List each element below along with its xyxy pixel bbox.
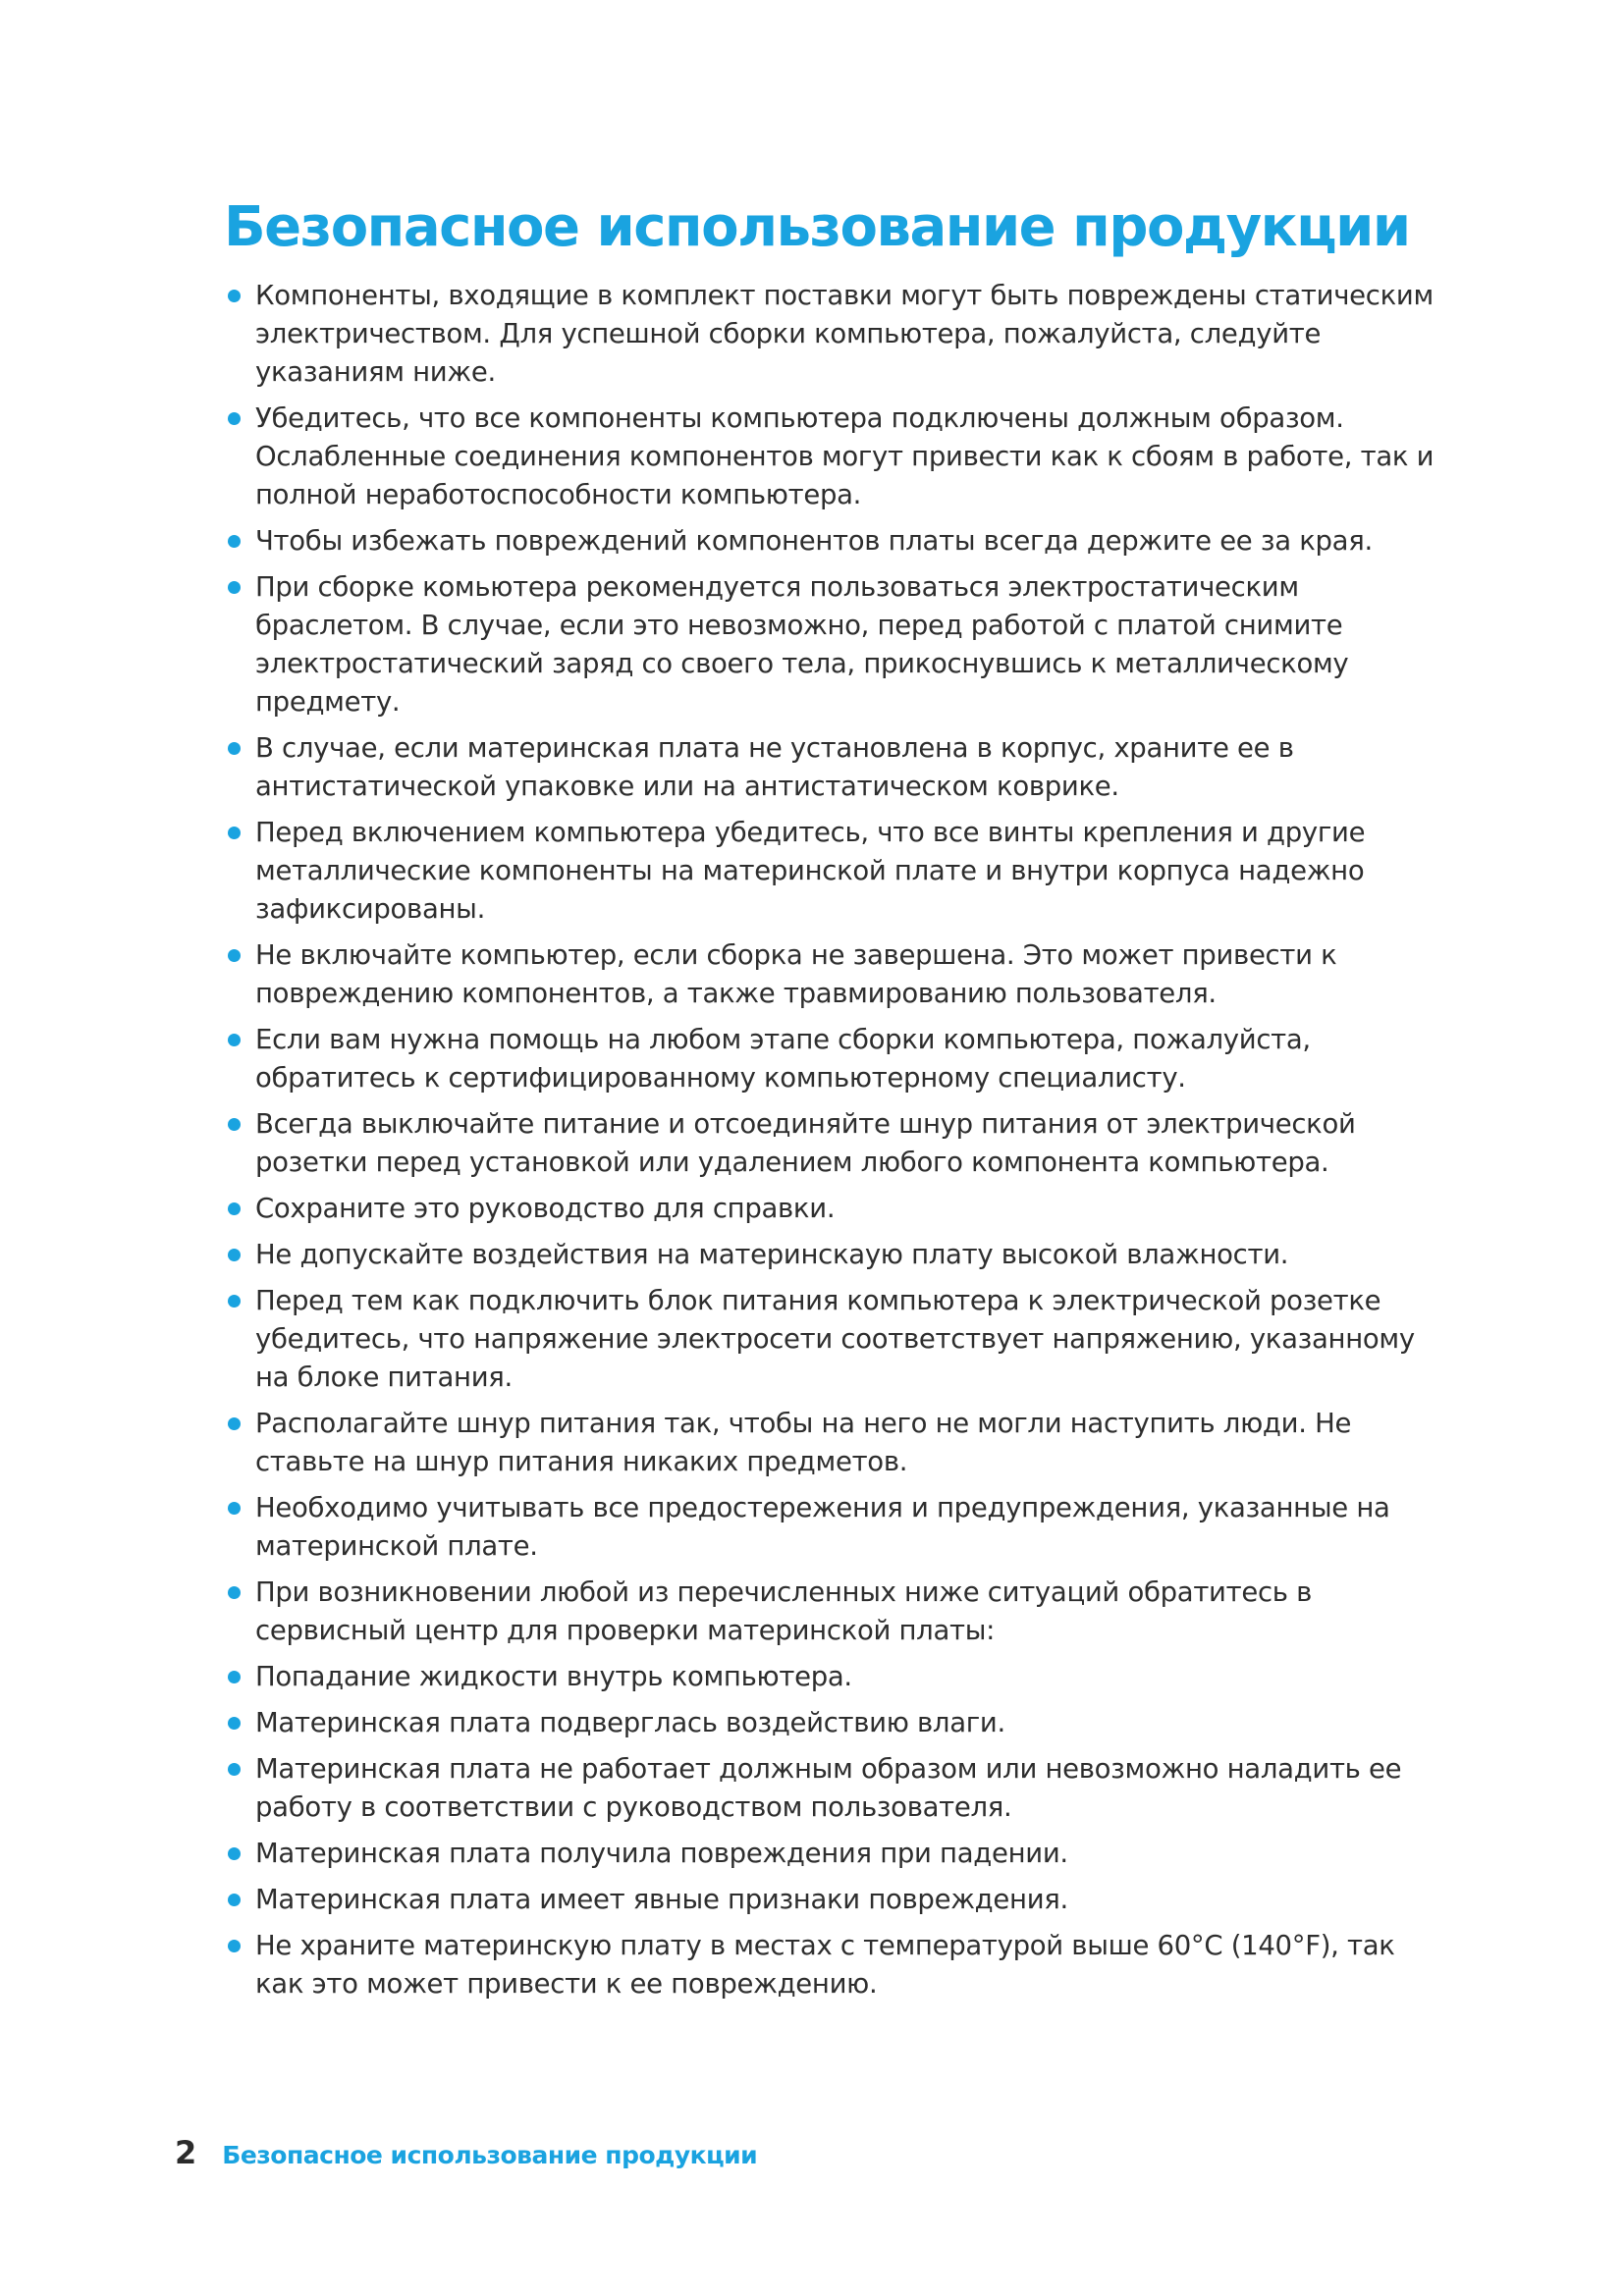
list-item-text: Попадание жидкости внутрь компьютера. [255, 1661, 852, 1692]
bullet-dot-icon [228, 290, 241, 302]
bullet-dot-icon [228, 1763, 241, 1776]
bullet-dot-icon [228, 581, 241, 594]
list-item-text: Сохраните это руководство для справки. [255, 1193, 836, 1224]
list-item [224, 568, 1441, 721]
list-item [224, 1190, 1441, 1228]
bullet-dot-icon [228, 1202, 241, 1215]
list-item [224, 1750, 1441, 1827]
bullet-dot-icon [228, 1717, 241, 1730]
list-item [224, 1236, 1441, 1274]
bullet-dot-icon [228, 1417, 241, 1430]
list-item [224, 277, 1441, 392]
bullet-dot-icon [228, 1940, 241, 1952]
page-title: Безопасное использование продукции [224, 195, 1410, 259]
bullet-dot-icon [228, 1295, 241, 1308]
list-item-text: Чтобы избежать повреждений компонентов платы всегда держите ее за края. [255, 525, 1373, 557]
list-item-text: Материнская плата подверглась воздействию влаги. [255, 1707, 1005, 1738]
list-item [224, 1282, 1441, 1397]
list-item-text: Необходимо учитывать все предостережения и предупреждения, указанные на материнской плате. [255, 1492, 1390, 1562]
list-item-text: При сборке комьютера рекомендуется пользоваться электростатическим браслетом. В случае, если это невозможно, перед работой с платой снимите электростатический заряд со своего тела, прикоснувшись к металлическому предмету. [255, 571, 1349, 718]
bullet-dot-icon [228, 1118, 241, 1131]
list-item-text: Не допускайте воздействия на материнскаую плату высокой влажности. [255, 1239, 1289, 1270]
list-item [224, 1574, 1441, 1650]
list-item [224, 1489, 1441, 1566]
list-item [224, 1704, 1441, 1742]
list-item-text: При возникновении любой из перечисленных ниже ситуаций обратитесь в сервисный центр для проверки материнской платы: [255, 1576, 1313, 1646]
list-item [224, 1881, 1441, 1919]
page-footer [175, 2134, 757, 2177]
list-item [224, 814, 1441, 929]
bullet-dot-icon [228, 1502, 241, 1515]
list-item-text: Перед тем как подключить блок питания компьютера к электрической розетке убедитесь, что напряжение электросети соответствует напряжению, указанному на блоке питания. [255, 1285, 1415, 1393]
list-item [224, 729, 1441, 806]
bullet-dot-icon [228, 742, 241, 755]
bullet-dot-icon [228, 1034, 241, 1046]
footer-title: Безопасное использование продукции [222, 2141, 758, 2169]
bullet-dot-icon [228, 949, 241, 962]
list-item [224, 1658, 1441, 1696]
list-item-text: Убедитесь, что все компоненты компьютера подключены должным образом. Ослабленные соединения компонентов могут привести как к сбоям в работе, так и полной неработоспособности компьютера. [255, 402, 1435, 510]
bullet-dot-icon [228, 412, 241, 425]
bullet-dot-icon [228, 1249, 241, 1261]
bullet-dot-icon [228, 535, 241, 548]
bullet-dot-icon [228, 1586, 241, 1599]
list-item-text: Материнская плата имеет явные признаки повреждения. [255, 1884, 1068, 1915]
list-item-text: Перед включением компьютера убедитесь, что все винты крепления и другие металлические компоненты на материнской плате и внутри корпуса надежно зафиксированы. [255, 817, 1366, 925]
bullet-dot-icon [228, 1894, 241, 1906]
list-item-text: Если вам нужна помощь на любом этапе сборки компьютера, пожалуйста, обратитесь к сертифицированному компьютерному специалисту. [255, 1024, 1311, 1094]
list-item [224, 522, 1441, 561]
list-item [224, 1105, 1441, 1182]
bullet-dot-icon [228, 827, 241, 839]
list-item-text: Компоненты, входящие в комплект поставки могут быть повреждены статическим электричеством. Для успешной сборки компьютера, пожалуйста, следуйте указаниям ниже. [255, 280, 1434, 388]
list-item-text: Всегда выключайте питание и отсоединяйте шнур питания от электрической розетки перед установкой или удалением любого компонента компьютера. [255, 1108, 1356, 1178]
list-item [224, 936, 1441, 1013]
list-item-text: Материнская плата не работает должным образом или невозможно наладить ее работу в соответствии с руководством пользователя. [255, 1753, 1402, 1823]
list-item-text: Не включайте компьютер, если сборка не завершена. Это может привести к повреждению компонентов, а также травмированию пользователя. [255, 939, 1337, 1009]
bullet-dot-icon [228, 1671, 241, 1683]
page-number: 2 [175, 2134, 197, 2171]
list-item-text: Не храните материнскую плату в местах с температурой выше 60°C (140°F), так как это может привести к ее повреждению. [255, 1930, 1395, 2000]
list-item [224, 1021, 1441, 1097]
list-item-text: Материнская плата получила повреждения при падении. [255, 1838, 1068, 1869]
list-item [224, 1835, 1441, 1873]
list-item-text: Располагайте шнур питания так, чтобы на него не могли наступить люди. Не ставьте на шнур питания никаких предметов. [255, 1408, 1352, 1477]
list-item-text: В случае, если материнская плата не установлена в корпус, храните ее в антистатической упаковке или на антистатическом коврике. [255, 732, 1294, 802]
list-item [224, 1405, 1441, 1481]
list-item [224, 400, 1441, 514]
list-item [224, 1927, 1441, 2003]
safety-bullet-list [224, 277, 1441, 2011]
bullet-dot-icon [228, 1847, 241, 1860]
